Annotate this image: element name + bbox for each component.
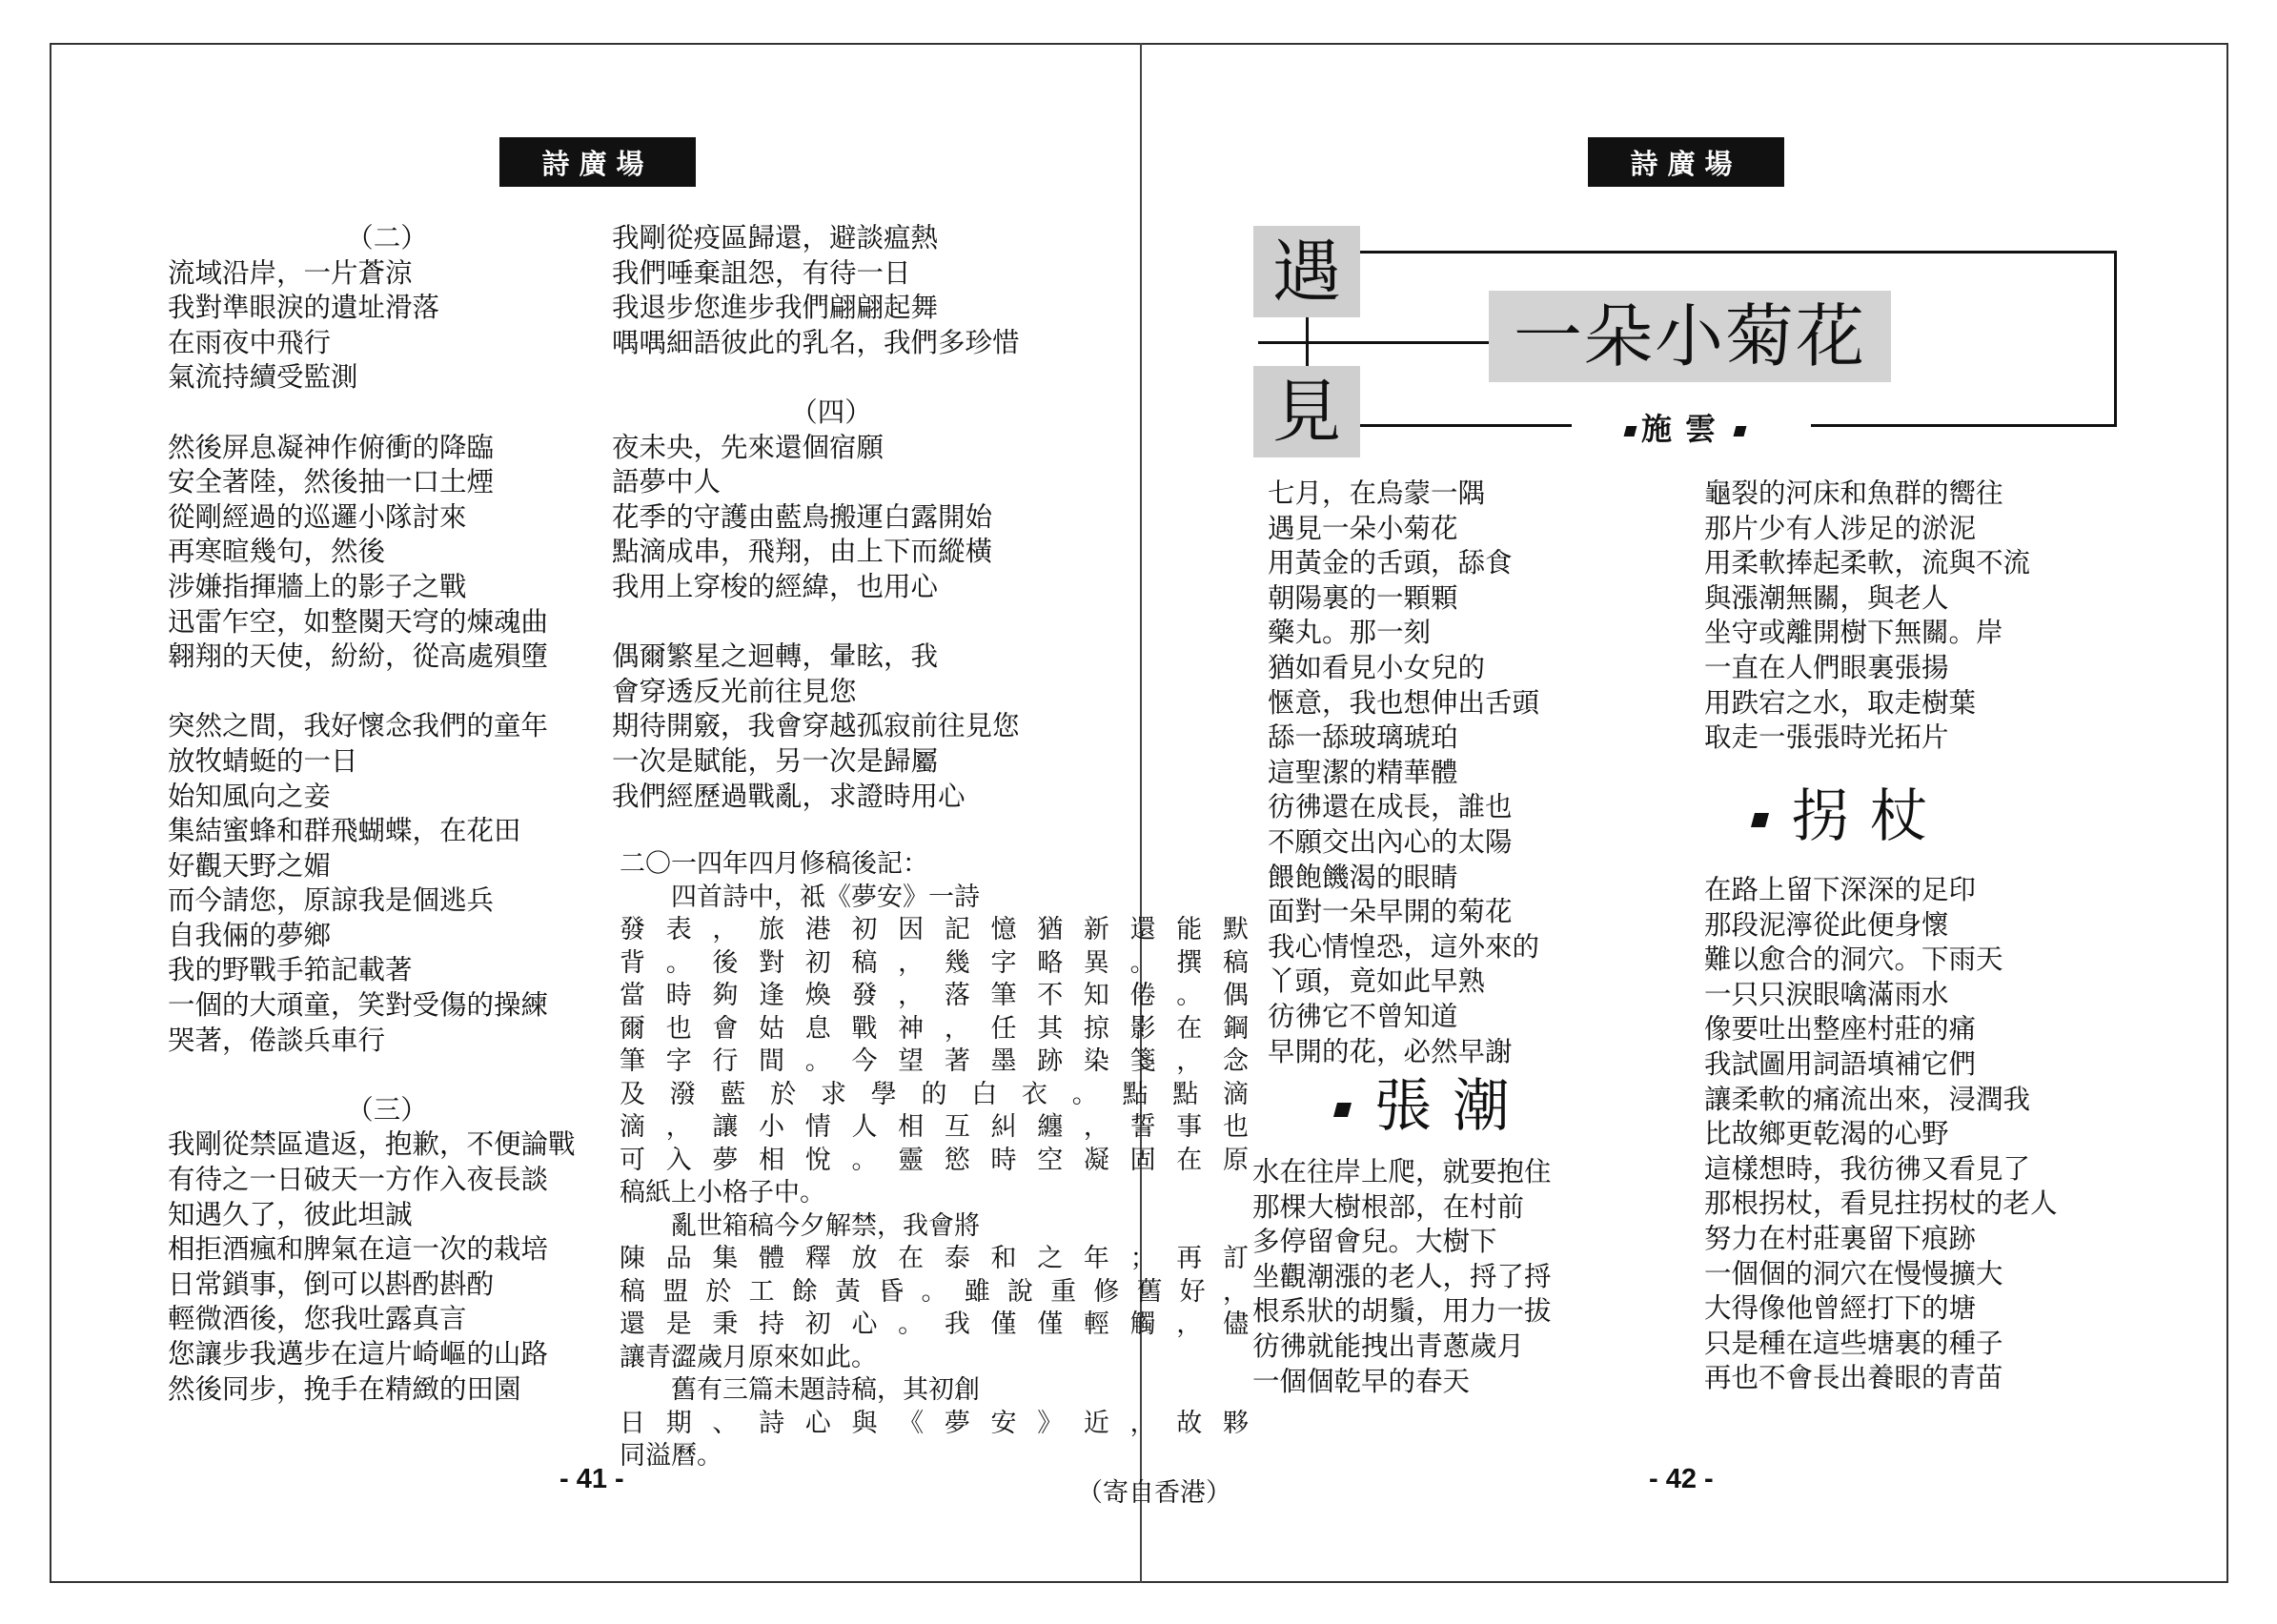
poem-line: 龜裂的河床和魚群的嚮往 <box>1704 477 2003 509</box>
poem-line: 會穿透反光前往見您 <box>612 675 857 707</box>
poem-line: 那段泥濘從此便身懷 <box>1704 908 1949 941</box>
section-heading: （四） <box>790 396 872 428</box>
subhead-zhangchao <box>1330 1073 1531 1140</box>
poem-line: 用柔軟捧起柔軟，流與不流 <box>1704 547 2031 579</box>
title-char-jian: 見 <box>1253 366 1360 457</box>
poem-line: 期待開竅，我會穿越孤寂前往見您 <box>612 710 1020 742</box>
poem-line: 坐觀潮漲的老人，捋了捋 <box>1252 1260 1552 1292</box>
poem-line: 讓柔軟的痛流出來，浸潤我 <box>1704 1083 2031 1115</box>
postscript-line: 可入夢相悅。靈慾時空凝固在原 <box>620 1145 1249 1175</box>
title-rule-middle <box>1258 341 1491 344</box>
poem-line: 翱翔的天使，紛紛，從高處殞墮 <box>168 640 549 673</box>
postscript-line: 滴，讓小情人相互糾纏，誓事也 <box>620 1112 1249 1142</box>
postscript-line: 四首詩中，祗《夢安》一詩 <box>671 882 980 912</box>
stanza-break <box>612 360 1050 396</box>
poem-line: 用跌宕之水，取走樹葉 <box>1704 686 1977 719</box>
poem-line: 我的野戰手筘記載著 <box>168 954 413 986</box>
postscript-line: 稿盟於工餘黃昏。雖說重修舊好， <box>620 1276 1249 1307</box>
poem-line: 我試圖用詞語填補它們 <box>1704 1047 1977 1080</box>
poem-line: 朝陽裏的一顆顆 <box>1268 581 1458 614</box>
poem-line: 這聖潔的精華體 <box>1268 756 1458 788</box>
poem-line: 始知風向之妾 <box>168 780 332 812</box>
poem-line: 放牧蜻蜓的一日 <box>168 744 358 777</box>
poem-line: 這樣想時，我彷彿又看見了 <box>1704 1152 2031 1185</box>
square-bullet-icon <box>1734 426 1747 436</box>
poem-line: 再也不會長出養眼的青苗 <box>1704 1362 2003 1394</box>
poem-line: 彷彿它不曾知道 <box>1268 1000 1458 1032</box>
poem-line: 有待之一日破天一方作入夜長談 <box>168 1164 549 1196</box>
poem-line: 偶爾繁星之迴轉，暈眩，我 <box>612 640 939 673</box>
postscript-line: 當時夠逢煥發，落筆不知倦。偶 <box>620 981 1249 1010</box>
right-page-poem-guaizhang <box>1704 873 2058 1396</box>
poem-line: 我們唾棄詛怨，有待一日 <box>612 256 911 289</box>
poem-line: 我對準眼淚的遺址滑落 <box>168 292 440 324</box>
poem-line: 自我倆的夢鄉 <box>168 919 332 951</box>
poem-line: 努力在村莊裏留下痕跡 <box>1704 1222 1977 1254</box>
poem-line: 那棵大樹根部，在村前 <box>1252 1190 1525 1223</box>
poem-line: 日常鎖事，倒可以斟酌斟酌 <box>168 1268 495 1300</box>
stanza-break <box>168 675 606 710</box>
poem-line: 坐守或離開樹下無關。岸 <box>1704 617 2003 649</box>
subhead-guaizhang-text: 拐杖 <box>1792 783 1948 850</box>
right-page-poem-2 <box>1704 477 2030 756</box>
right-page-poem-zhangchao <box>1252 1155 1552 1399</box>
poem-line: 一只只淚眼噙滿雨水 <box>1704 978 1949 1010</box>
poem-line: 我用上穿梭的經緯，也用心 <box>612 570 939 602</box>
poem-line: 那片少有人涉足的淤泥 <box>1704 512 1977 544</box>
stanza-break <box>168 396 606 431</box>
poem-line: 丫頭，竟如此早熟 <box>1268 965 1486 998</box>
poem-line: 我們經歷過戰亂，求證時用心 <box>612 780 966 812</box>
poem-line: 在路上留下深深的足印 <box>1704 874 1977 905</box>
poem-line: 集結蜜蜂和群飛蝴蝶，在花田 <box>168 815 521 847</box>
poem-line: 我心情惶恐，這外來的 <box>1268 930 1540 963</box>
poem-line: 面對一朵早開的菊花 <box>1268 896 1513 928</box>
postscript-line: 筆字行間。今望著墨跡染箋，念 <box>620 1046 1249 1076</box>
left-page-column-2 <box>612 221 1050 814</box>
left-page-column-1 <box>168 221 606 1407</box>
poem-line: 從剛經過的巡邏小隊討來 <box>168 500 467 533</box>
poem-line: 突然之間，我好懷念我們的童年 <box>168 710 549 742</box>
header-tag-right: 詩廣場 <box>1588 137 1784 187</box>
page-number-right: - 42 - <box>1649 1464 1714 1494</box>
subhead-guaizhang <box>1747 783 1948 850</box>
poem-line: 語夢中人 <box>612 466 722 498</box>
poem-line: 遇見一朵小菊花 <box>1268 512 1458 544</box>
poem-line: 取走一張張時光拓片 <box>1704 721 1949 754</box>
header-tag-left: 詩廣場 <box>499 137 696 187</box>
poem-line: 比故鄉更乾渴的心野 <box>1704 1118 1949 1150</box>
poem-line: 點滴成串，飛翔，由上下而縱橫 <box>612 536 993 568</box>
poem-line: 輕微酒後，您我吐露真言 <box>168 1303 467 1335</box>
poem-line: 哭著，倦談兵車行 <box>168 1024 386 1056</box>
poem-line: 猶如看見小女兒的 <box>1268 651 1486 683</box>
poem-line: 藥丸。那一刻 <box>1268 617 1432 649</box>
postscript-signature: （寄自香港） <box>1077 1477 1231 1508</box>
title-rule-right <box>2114 251 2117 426</box>
poem-line: 再寒暄幾句，然後 <box>168 536 386 568</box>
poem-line: 彷彿就能拽出青蔥歲月 <box>1252 1330 1525 1362</box>
postscript-line: 發表，旅港初因記憶猶新還能默 <box>620 915 1249 944</box>
postscript-line: 背。後對初稿，幾字略異。撰稿 <box>620 947 1249 978</box>
poem-line: 迅雷乍空，如整闋天穹的煉魂曲 <box>168 605 549 638</box>
postscript-line: 二〇一四年四月修稿後記： <box>620 849 928 879</box>
poem-line: 相拒酒瘋和脾氣在這一次的栽培 <box>168 1233 549 1266</box>
poem-line: 一直在人們眼裏張揚 <box>1704 651 1949 683</box>
postscript-line: 日期、詩心與《夢安》近，故夥 <box>620 1408 1249 1438</box>
postscript-line: 爾也會姑息戰神，任其掠影在鋼 <box>620 1013 1249 1044</box>
title-char-yu: 遇 <box>1253 226 1360 317</box>
poem-line: 然後屏息凝神作俯衝的降臨 <box>168 431 495 463</box>
section-heading: （三） <box>346 1093 428 1126</box>
postscript-line: 及 潑 藍 於 求 學 的 白 衣 。 點 點 滴 <box>620 1079 1249 1109</box>
poem-line: 早開的花，必然早謝 <box>1268 1035 1513 1067</box>
poem-line: 您讓步我邁步在這片崎嶇的山路 <box>168 1338 549 1370</box>
poem-main-title: 一朵小菊花 <box>1489 291 1891 382</box>
title-rule-bottom-left <box>1360 424 1572 427</box>
poem-line: 彷彿還在成長，誰也 <box>1268 791 1513 823</box>
poem-line: 水在往岸上爬，就要抱住 <box>1252 1156 1552 1188</box>
poem-line: 那根拐杖，看見拄拐杖的老人 <box>1704 1188 2058 1220</box>
author-line <box>1590 408 1780 450</box>
poem-line: 一個個乾早的春天 <box>1252 1365 1471 1397</box>
poem-line: 餵飽饑渴的眼睛 <box>1268 861 1458 893</box>
poem-line: 多停留會兒。大樹下 <box>1252 1226 1497 1258</box>
poem-line: 一個個的洞穴在慢慢擴大 <box>1704 1257 2003 1289</box>
title-rule-top <box>1360 251 2117 254</box>
page-number-left: - 41 - <box>559 1464 624 1494</box>
poem-line: 與漲潮無關，與老人 <box>1704 581 1949 614</box>
square-bullet-icon <box>1751 813 1769 827</box>
poem-line: 知遇久了，彼此坦誠 <box>168 1198 413 1230</box>
author-name: 施雲 <box>1640 411 1729 447</box>
poem-line: 大得像他曾經打下的塘 <box>1704 1292 1977 1325</box>
square-bullet-icon <box>1624 426 1637 436</box>
poem-line: 喁喁細語彼此的乳名，我們多珍惜 <box>612 326 1020 358</box>
poem-line: 只是種在這些塘裏的種子 <box>1704 1327 2003 1359</box>
poem-line: 根系狀的胡鬚，用力一拔 <box>1252 1295 1552 1328</box>
poem-line: 七月，在烏蒙一隅 <box>1268 477 1486 509</box>
postscript-note <box>620 848 1249 1510</box>
postscript-line: 讓青澀歲月原來如此。 <box>620 1342 877 1372</box>
subhead-zhangchao-text: 張潮 <box>1374 1073 1531 1140</box>
poem-line: 而今請您，原諒我是個逃兵 <box>168 884 495 917</box>
postscript-line: 亂世箱稿今夕解禁，我會將 <box>671 1210 980 1241</box>
poem-line: 涉嫌指揮牆上的影子之戰 <box>168 570 467 602</box>
postscript-line: 還是秉持初心。我僅僅輕觸，儘 <box>620 1309 1249 1339</box>
poem-line: 夜未央，先來還個宿願 <box>612 431 884 463</box>
poem-line: 一次是賦能，另一次是歸屬 <box>612 744 939 777</box>
poem-line: 流域沿岸，一片蒼涼 <box>168 256 413 289</box>
stanza-break <box>612 605 1050 640</box>
postscript-line: 陳品集體釋放在泰和之年；再訂 <box>620 1244 1249 1273</box>
section-heading: （二） <box>346 222 428 254</box>
poem-line: 愜意，我也想伸出舌頭 <box>1268 686 1540 719</box>
poem-line: 氣流持續受監測 <box>168 361 358 394</box>
poem-line: 好觀天野之媚 <box>168 849 332 882</box>
postscript-line: 舊有三篇未題詩稿，其初創 <box>671 1375 980 1405</box>
poem-line: 一個的大頑童，笑對受傷的操練 <box>168 989 549 1022</box>
poem-line: 然後同步，挽手在精緻的田園 <box>168 1372 521 1405</box>
poem-line: 我剛從禁區遣返，抱歉，不便論戰 <box>168 1128 576 1161</box>
poem-line: 我剛從疫區歸還，避談瘟熱 <box>612 222 939 254</box>
poem-line: 用黃金的舌頭，舔食 <box>1268 547 1513 579</box>
poem-line: 舔一舔玻璃琥珀 <box>1268 721 1458 754</box>
title-rule-bottom-right <box>1811 424 2117 427</box>
poem-line: 安全著陸，然後抽一口土煙 <box>168 466 495 498</box>
poem-line: 不願交出內心的太陽 <box>1268 825 1513 858</box>
right-page-poem-1 <box>1268 477 1539 1069</box>
postscript-line: 稿紙上小格子中。 <box>620 1178 825 1208</box>
poem-line: 在雨夜中飛行 <box>168 326 332 358</box>
square-bullet-icon <box>1333 1103 1352 1117</box>
poem-line: 花季的守護由藍鳥搬運白露開始 <box>612 500 993 533</box>
poem-line: 難以愈合的洞穴。下雨天 <box>1704 944 2003 976</box>
poem-line: 我退步您進步我們翩翩起舞 <box>612 292 939 324</box>
title-rule-vertical <box>1306 317 1309 366</box>
poem-line: 像要吐出整座村莊的痛 <box>1704 1013 1977 1045</box>
postscript-line: 同溢曆。 <box>620 1441 722 1471</box>
stanza-break <box>168 1058 606 1093</box>
